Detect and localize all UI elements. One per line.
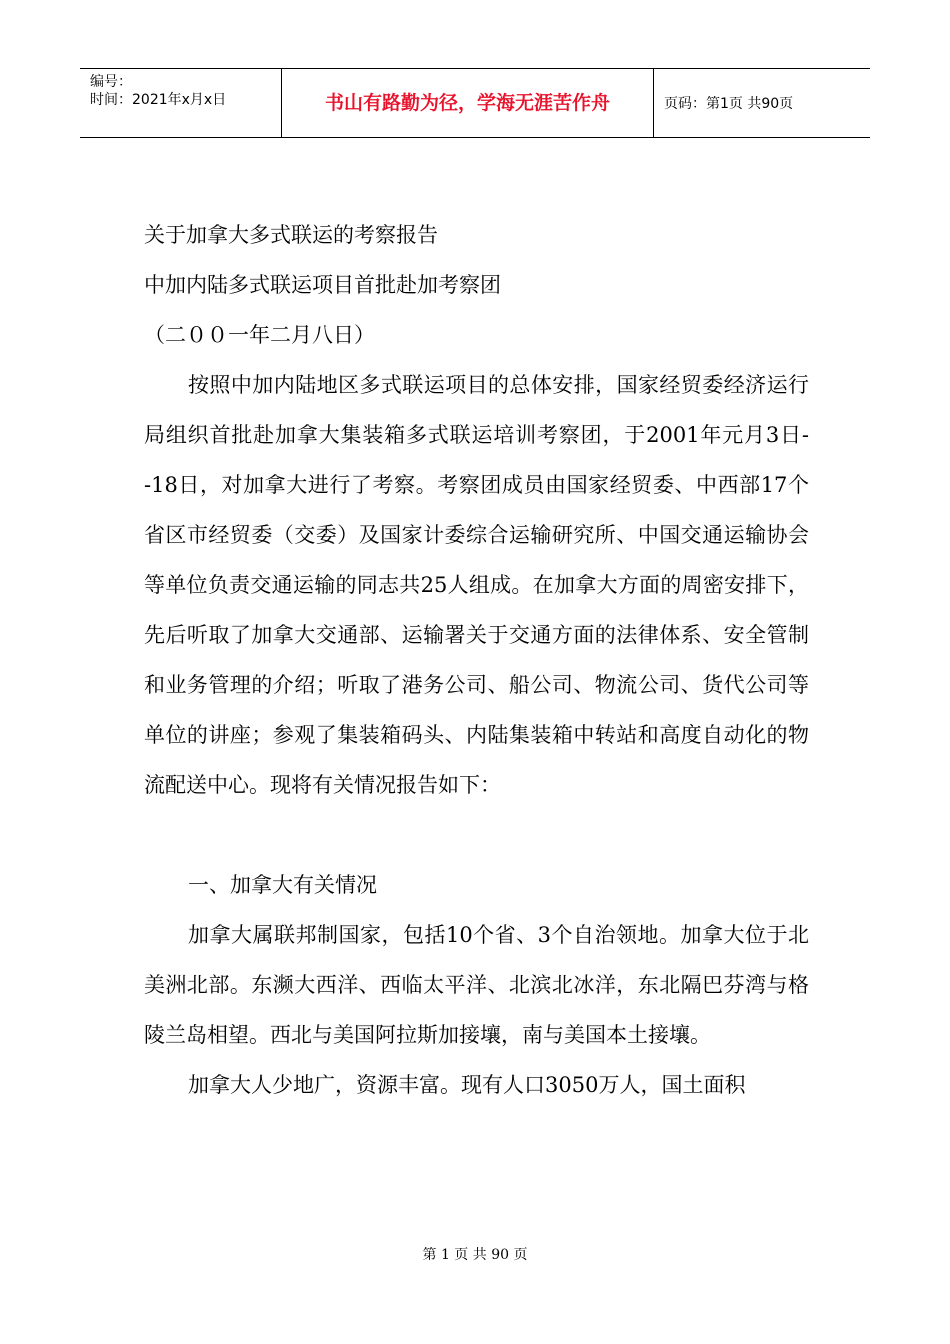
header-motto-cell [282, 69, 654, 137]
document-body [144, 210, 809, 1110]
section-paragraph: 加拿大属联邦制国家，包括10个省、3个自治领地。加拿大位于北美洲北部。东濒大西洋、西临太平洋、北滨北冰洋，东北隔巴芬湾与格陵兰岛相望。西北与美国阿拉斯加接壤，南与美国本土接壤。 [144, 923, 809, 1047]
page-header [80, 68, 870, 138]
motto-text: 书山有路勤为径，学海无涯苦作舟 [324, 92, 610, 114]
page-code: 页码：第1页 共90页 [664, 96, 794, 112]
document-title: 关于加拿大多式联运的考察报告 [144, 223, 438, 247]
intro-paragraph: 按照中加内陆地区多式联运项目的总体安排，国家经贸委经济运行局组织首批赴加拿大集装箱多式联运培训考察团，于2001年元月3日--18日，对加拿大进行了考察。考察团成员由国家经贸委、中西部17个省区市经贸委（交委）及国家计委综合运输研究所、中国交通运输协会等单位负责交通运输的同志共25人组成。在加拿大方面的周密安排下，先后听取了加拿大交通部、运输署关于交通方面的法律体系、安全管制和业务管理的介绍；听取了港务公司、船公司、物流公司、货代公司等单位的讲座；参观了集装箱码头、内陆集装箱中转站和高度自动化的物流配送中心。现将有关情况报告如下： [144, 373, 809, 797]
document-author: 中加内陆多式联运项目首批赴加考察团 [144, 273, 501, 297]
page-footer: 第 1 页 共 90 页 [422, 1247, 528, 1263]
number-label: 编号： [90, 74, 132, 90]
header-info-cell [80, 69, 282, 137]
section-heading: 一、加拿大有关情况 [188, 873, 377, 897]
header-page-cell [654, 69, 870, 137]
document-date: （二００一年二月八日） [144, 323, 375, 347]
time-label: 时间：2021年x月x日 [90, 92, 227, 108]
section-paragraph: 加拿大人少地广，资源丰富。现有人口3050万人，国土面积 [188, 1073, 746, 1097]
